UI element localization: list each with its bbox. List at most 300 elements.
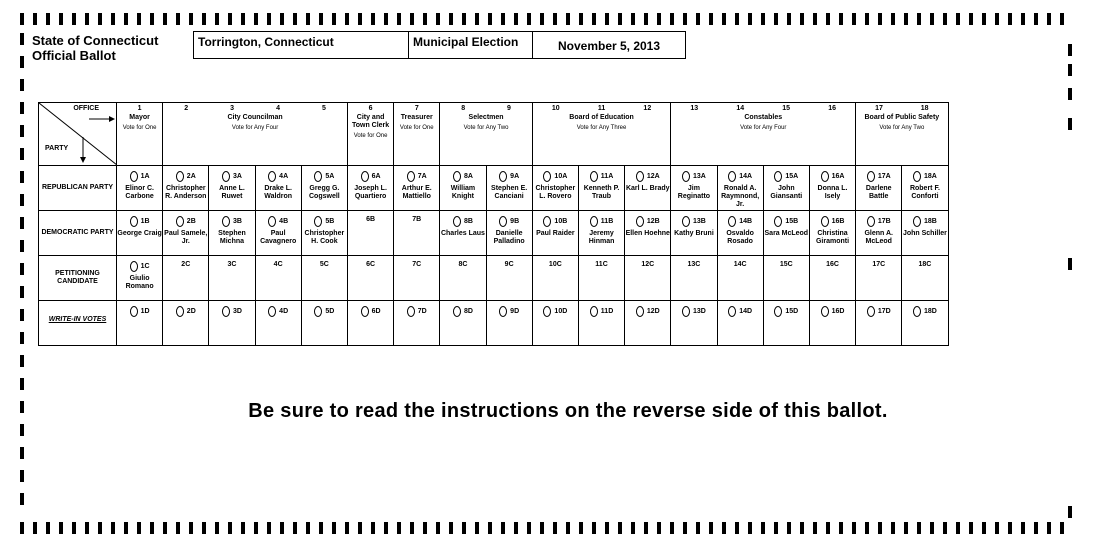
timing-mark (891, 522, 895, 534)
candidate-name: Gregg G. Cogswell (309, 185, 340, 200)
candidate-cell (809, 211, 855, 256)
vote-oval[interactable] (453, 171, 461, 182)
timing-mark (514, 522, 518, 534)
position-code: 10C (548, 261, 562, 268)
timing-mark (1060, 13, 1064, 25)
timing-mark (774, 522, 778, 534)
position-code: 2B (186, 217, 196, 225)
timing-mark (20, 470, 24, 482)
candidate-name: Joseph L. Quartiero (354, 185, 387, 200)
timing-mark (566, 522, 570, 534)
office-number: 11 (597, 105, 606, 112)
ballot-title (32, 33, 158, 63)
candidate-cell (902, 256, 948, 301)
position-code: 1C (140, 262, 150, 270)
timing-mark (904, 522, 908, 534)
vote-oval[interactable] (130, 306, 138, 317)
timing-mark (371, 13, 375, 25)
candidate-cell (440, 301, 486, 346)
vote-oval[interactable] (774, 306, 782, 317)
candidate-name: Elinor C. Carbone (125, 185, 154, 200)
vote-oval[interactable] (361, 306, 369, 317)
timing-mark (124, 522, 128, 534)
timing-mark (72, 522, 76, 534)
candidate-name: Arthur E. Mattiello (401, 185, 432, 200)
position-code: 2D (186, 307, 196, 315)
position-code: 9C (504, 261, 514, 268)
timing-mark (98, 522, 102, 534)
candidate-name: Glenn A. McLeod (864, 230, 893, 245)
position-code: 6B (366, 216, 376, 223)
timing-mark (631, 13, 635, 25)
candidate-cell (440, 211, 486, 256)
candidate-cell (671, 301, 717, 346)
timing-mark (267, 522, 271, 534)
timing-mark (826, 522, 830, 534)
timing-mark (20, 263, 24, 275)
vote-oval[interactable] (543, 216, 551, 227)
vote-oval[interactable] (268, 216, 276, 227)
right-timing-marks (1068, 44, 1072, 524)
office-number: 8 (461, 105, 466, 112)
state-name: State of Connecticut (32, 33, 159, 48)
candidate-name: Karl L. Brady (625, 185, 670, 192)
timing-mark (85, 13, 89, 25)
candidate-cell (717, 211, 763, 256)
timing-mark (995, 522, 999, 534)
candidate-name: Jim Reginatto (677, 185, 711, 200)
vote-oval[interactable] (176, 216, 184, 227)
vote-instruction: Vote for One (399, 125, 434, 131)
candidate-cell (163, 211, 209, 256)
timing-mark (878, 522, 882, 534)
timing-mark (228, 13, 232, 25)
timing-mark (579, 13, 583, 25)
vote-oval[interactable] (268, 306, 276, 317)
timing-mark (449, 13, 453, 25)
position-code: 13A (693, 172, 706, 180)
timing-mark (1068, 88, 1072, 100)
candidate-cell (255, 301, 301, 346)
timing-mark (280, 522, 284, 534)
timing-mark (618, 13, 622, 25)
vote-oval[interactable] (636, 216, 644, 227)
timing-mark (410, 13, 414, 25)
candidate-cell (394, 301, 440, 346)
vote-oval[interactable] (867, 216, 875, 227)
timing-mark (20, 33, 24, 45)
vote-oval[interactable] (774, 216, 782, 227)
timing-mark (1021, 13, 1025, 25)
date-box: November 5, 2013 (532, 31, 686, 59)
position-code: 3B (232, 217, 242, 225)
vote-oval[interactable] (636, 306, 644, 317)
office-number: 10 (551, 105, 560, 112)
candidate-name: Stephen E. Canciani (491, 185, 528, 200)
timing-mark (982, 13, 986, 25)
office-header (856, 103, 948, 166)
candidate-cell (902, 211, 948, 256)
position-code: 7A (417, 172, 427, 180)
timing-mark (839, 13, 843, 25)
timing-mark (124, 13, 128, 25)
timing-mark (254, 13, 258, 25)
timing-mark (709, 522, 713, 534)
position-code: 10A (554, 172, 568, 180)
vote-oval[interactable] (499, 306, 507, 317)
position-code: 1B (140, 217, 150, 225)
office-header (394, 103, 440, 166)
candidate-cell (625, 256, 671, 301)
timing-mark (800, 13, 804, 25)
timing-mark (293, 522, 297, 534)
vote-oval[interactable] (728, 306, 736, 317)
candidate-name: John Schiller (902, 230, 947, 237)
candidate-cell (856, 301, 902, 346)
timing-mark (436, 522, 440, 534)
timing-mark (488, 13, 492, 25)
party-label-text: REPUBLICAN PARTY (41, 184, 114, 191)
candidate-name: Paul Samele, Jr. (164, 230, 208, 245)
timing-mark (1047, 522, 1051, 534)
candidate-cell (671, 256, 717, 301)
vote-oval[interactable] (590, 171, 598, 182)
timing-mark (20, 286, 24, 298)
vote-oval[interactable] (682, 171, 690, 182)
candidate-cell (671, 166, 717, 211)
timing-mark (501, 13, 505, 25)
candidate-cell (347, 211, 393, 256)
vote-oval[interactable] (407, 171, 415, 182)
position-code: 5A (325, 172, 335, 180)
candidate-name: Kenneth P. Traub (583, 185, 620, 200)
candidate-cell (440, 256, 486, 301)
position-code: 11A (600, 172, 614, 180)
timing-mark (787, 13, 791, 25)
timing-mark (20, 102, 24, 114)
timing-mark (631, 522, 635, 534)
position-code: 5C (319, 261, 329, 268)
timing-mark (917, 522, 921, 534)
office-title: Constables (744, 114, 783, 121)
candidate-cell (763, 301, 809, 346)
position-code: 15A (785, 172, 799, 180)
vote-oval[interactable] (130, 261, 138, 272)
timing-mark (501, 522, 505, 534)
position-code: 12B (646, 217, 660, 225)
timing-mark (618, 522, 622, 534)
candidate-cell (763, 256, 809, 301)
candidate-cell (209, 301, 255, 346)
office-number: 4 (276, 105, 280, 112)
timing-mark (1034, 13, 1038, 25)
vote-oval[interactable] (821, 171, 829, 182)
candidate-name: Christopher L. Rovero (535, 185, 576, 200)
position-code: 2C (181, 261, 191, 268)
official-ballot-label: Official Ballot (32, 48, 116, 63)
candidate-cell (163, 256, 209, 301)
vote-oval[interactable] (222, 306, 230, 317)
position-code: 7D (417, 307, 427, 315)
timing-mark (527, 522, 531, 534)
timing-mark (462, 522, 466, 534)
candidate-cell (532, 166, 578, 211)
position-code: 16C (826, 261, 839, 268)
timing-mark (358, 13, 362, 25)
position-code: 2A (186, 172, 196, 180)
vote-oval[interactable] (682, 306, 690, 317)
ballot-grid (38, 102, 949, 346)
vote-oval[interactable] (682, 216, 690, 227)
vote-instruction: Vote for Any Four (740, 125, 787, 131)
vote-oval[interactable] (913, 216, 921, 227)
timing-mark (59, 522, 63, 534)
candidate-cell (117, 256, 163, 301)
position-code: 11D (600, 307, 614, 315)
vote-oval[interactable] (176, 306, 184, 317)
candidate-cell (717, 166, 763, 211)
vote-oval[interactable] (453, 216, 461, 227)
office-number: 16 (828, 105, 837, 112)
timing-mark (189, 522, 193, 534)
candidate-cell (532, 256, 578, 301)
candidate-cell (486, 211, 532, 256)
timing-mark (436, 13, 440, 25)
timing-mark (293, 13, 297, 25)
vote-oval[interactable] (821, 306, 829, 317)
timing-mark (254, 522, 258, 534)
position-code: 12A (646, 172, 660, 180)
vote-oval[interactable] (728, 216, 736, 227)
vote-instruction: Vote for Any Two (463, 125, 509, 131)
candidate-cell (209, 256, 255, 301)
position-code: 15B (785, 217, 799, 225)
vote-oval[interactable] (407, 306, 415, 317)
vote-oval[interactable] (130, 171, 138, 182)
timing-mark (462, 13, 466, 25)
candidate-name: Darlene Battle (865, 185, 892, 200)
vote-oval[interactable] (913, 171, 921, 182)
candidate-cell (255, 256, 301, 301)
vote-oval[interactable] (590, 216, 598, 227)
candidate-name: Paul Cavagnero (260, 230, 297, 245)
timing-mark (1021, 522, 1025, 534)
candidate-name: John Giansanti (770, 185, 803, 200)
timing-mark (956, 13, 960, 25)
timing-mark (150, 13, 154, 25)
position-code: 15C (779, 261, 793, 268)
position-code: 18C (918, 261, 932, 268)
vote-oval[interactable] (314, 171, 322, 182)
timing-mark (358, 522, 362, 534)
position-code: 7B (412, 216, 422, 223)
vote-oval[interactable] (268, 171, 276, 182)
timing-mark (20, 125, 24, 137)
office-number: 15 (782, 105, 791, 112)
position-code: 10D (554, 307, 568, 315)
candidate-name: Stephen Michna (218, 230, 246, 245)
timing-mark (761, 13, 765, 25)
candidate-name: Sara McLeod (764, 230, 809, 237)
candidate-cell (717, 256, 763, 301)
timing-mark (215, 522, 219, 534)
office-title: City Councilman (227, 114, 283, 121)
timing-mark (657, 13, 661, 25)
vote-oval[interactable] (913, 306, 921, 317)
vote-oval[interactable] (636, 171, 644, 182)
timing-mark (449, 522, 453, 534)
vote-oval[interactable] (590, 306, 598, 317)
position-code: 12D (646, 307, 660, 315)
candidate-cell (486, 301, 532, 346)
candidate-name: Charles Laus (440, 230, 485, 237)
position-code: 17B (877, 217, 891, 225)
vote-oval[interactable] (867, 171, 875, 182)
vote-oval[interactable] (176, 171, 184, 182)
timing-mark (72, 13, 76, 25)
timing-mark (579, 522, 583, 534)
candidate-name: Danielle Palladino (493, 230, 525, 245)
office-number: 1 (137, 105, 142, 112)
timing-mark (865, 522, 869, 534)
candidate-cell (301, 256, 347, 301)
position-code: 18D (924, 307, 937, 315)
timing-mark (137, 13, 141, 25)
timing-mark (657, 522, 661, 534)
timing-mark (176, 13, 180, 25)
timing-mark (839, 522, 843, 534)
timing-mark (20, 493, 24, 505)
timing-mark (20, 56, 24, 68)
timing-mark (969, 522, 973, 534)
vote-instruction: Vote for One (122, 125, 157, 131)
vote-oval[interactable] (222, 216, 230, 227)
grid-corner (39, 103, 117, 166)
position-code: 11C (595, 261, 608, 268)
timing-mark (917, 13, 921, 25)
candidate-name: Paul Raider (536, 230, 575, 237)
timing-mark (982, 522, 986, 534)
timing-mark (1068, 258, 1072, 270)
timing-mark (553, 13, 557, 25)
timing-mark (410, 522, 414, 534)
timing-mark (20, 217, 24, 229)
timing-mark (878, 13, 882, 25)
timing-mark (566, 13, 570, 25)
timing-mark (397, 522, 401, 534)
candidate-cell (532, 301, 578, 346)
vote-oval[interactable] (543, 306, 551, 317)
candidate-cell (347, 301, 393, 346)
candidate-cell (717, 301, 763, 346)
timing-mark (111, 13, 115, 25)
vote-oval[interactable] (314, 216, 322, 227)
timing-mark (605, 522, 609, 534)
candidate-cell (625, 166, 671, 211)
candidate-cell (347, 256, 393, 301)
position-code: 3D (232, 307, 242, 315)
timing-mark (20, 309, 24, 321)
timing-mark (748, 13, 752, 25)
vote-oval[interactable] (222, 171, 230, 182)
position-code: 16D (831, 307, 845, 315)
position-code: 10B (554, 217, 568, 225)
candidate-name: Kathy Bruni (674, 230, 714, 237)
vote-oval[interactable] (543, 171, 551, 182)
timing-mark (852, 522, 856, 534)
timing-mark (215, 13, 219, 25)
vote-oval[interactable] (728, 171, 736, 182)
timing-mark (20, 240, 24, 252)
vote-oval[interactable] (821, 216, 829, 227)
timing-mark (332, 522, 336, 534)
office-number: 12 (643, 105, 652, 112)
timing-mark (735, 522, 739, 534)
timing-mark (228, 522, 232, 534)
office-title: Treasurer (400, 114, 433, 121)
candidate-cell (301, 166, 347, 211)
position-code: 6A (371, 172, 381, 180)
position-code: 3A (232, 172, 242, 180)
candidate-cell (117, 166, 163, 211)
office-label: OFFICE (73, 105, 99, 112)
top-timing-marks (20, 13, 1073, 25)
timing-mark (20, 378, 24, 390)
vote-oval[interactable] (499, 216, 507, 227)
vote-oval[interactable] (774, 171, 782, 182)
candidate-cell (809, 256, 855, 301)
position-code: 17C (872, 261, 886, 268)
position-code: 1D (140, 307, 150, 315)
candidate-name: Ellen Hoehne (625, 230, 670, 237)
left-timing-marks (20, 33, 24, 516)
party-label-text: PETITIONING CANDIDATE (55, 270, 100, 285)
timing-mark (644, 13, 648, 25)
timing-mark (540, 522, 544, 534)
candidate-cell (625, 301, 671, 346)
vote-oval[interactable] (867, 306, 875, 317)
candidate-cell (532, 211, 578, 256)
timing-mark (904, 13, 908, 25)
timing-mark (189, 13, 193, 25)
vote-oval[interactable] (361, 171, 369, 182)
vote-oval[interactable] (314, 306, 322, 317)
timing-mark (306, 13, 310, 25)
candidate-cell (809, 166, 855, 211)
timing-mark (163, 13, 167, 25)
party-label-text: WRITE-IN VOTES (48, 316, 107, 323)
candidate-cell (625, 211, 671, 256)
timing-mark (943, 13, 947, 25)
position-code: 8D (463, 307, 473, 315)
candidate-cell (578, 256, 624, 301)
vote-oval[interactable] (499, 171, 507, 182)
candidate-cell (486, 256, 532, 301)
position-code: 12C (641, 261, 655, 268)
timing-mark (696, 13, 700, 25)
timing-mark (540, 13, 544, 25)
position-code: 9B (510, 217, 520, 225)
timing-mark (332, 13, 336, 25)
timing-mark (475, 13, 479, 25)
position-code: 14B (739, 217, 753, 225)
position-code: 4C (273, 261, 283, 268)
vote-oval[interactable] (453, 306, 461, 317)
vote-instruction: Vote for Any Three (576, 125, 627, 131)
vote-oval[interactable] (130, 216, 138, 227)
timing-mark (605, 13, 609, 25)
position-code: 17D (877, 307, 891, 315)
